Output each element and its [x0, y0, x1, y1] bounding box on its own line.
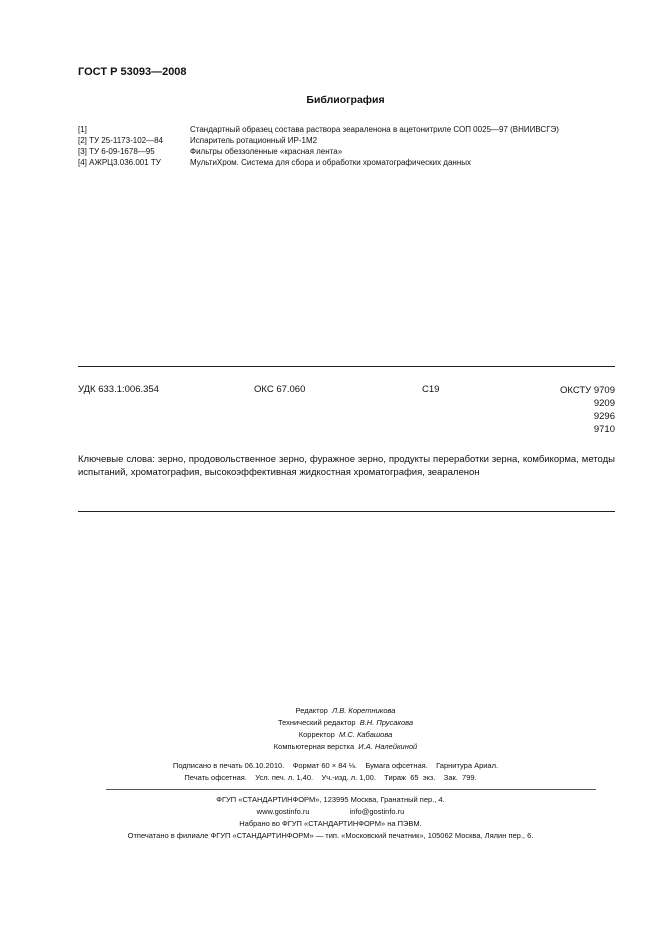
credit-line — [0, 717, 661, 729]
document-code: ГОСТ Р 53093—2008 — [78, 66, 187, 78]
publication-line: Подписано в печать 06.10.2010. Формат 60 × 84 ⅛. Бумага офсетная. Гарнитура Ариал. — [172, 761, 499, 770]
okstu-code: 9296 — [593, 411, 615, 422]
okstu-code: 9209 — [593, 398, 615, 409]
bibliography-text: МультиХром. Система для сбора и обработки хроматографических данных — [190, 158, 471, 167]
publication-line: Печать офсетная. Усл. печ. л. 1,40. Уч.-изд. л. 1,00. Тираж 65 экз. Зак. 799. — [184, 773, 477, 782]
okstu-label: ОКСТУ 9709 — [560, 385, 615, 396]
keywords: Ключевые слова: зерно, продовольственное зерно, фуражное зерно, продукты переработки зерна, комбикорма, методы испытаний, хроматография, высокоэффективная жидкостная хроматография, зеараленон — [78, 454, 615, 478]
bibliography-ref: [2] ТУ 25-1173-102—84 — [78, 136, 163, 145]
credit-name: И.А. Налейкиной — [358, 742, 418, 751]
okstu-code: 9710 — [593, 424, 615, 435]
publisher-address: ФГУП «СТАНДАРТИНФОРМ», 123995 Москва, Гранатный пер., 4. — [216, 795, 445, 804]
imprint-block — [0, 794, 661, 842]
website-link[interactable]: www.gostinfo.ru — [256, 807, 310, 816]
typeset-note: Набрано во ФГУП «СТАНДАРТИНФОРМ» на ПЭВМ. — [239, 819, 422, 828]
bibliography-text: Фильтры обеззоленные «красная лента» — [190, 147, 343, 156]
bibliography-entry — [78, 124, 618, 135]
credit-line — [0, 741, 661, 753]
credit-name: М.С. Кабашова — [339, 730, 393, 739]
credit-name: Л.В. Коретникова — [332, 706, 396, 715]
okstu-codes — [560, 384, 615, 436]
bibliography-text: Стандартный образец состава раствора зеараленона в ацетонитриле СОП 0025—97 (ВНИИВСГЭ) — [190, 125, 559, 134]
bibliography-ref: [3] ТУ 6-09-1678—95 — [78, 147, 155, 156]
bibliography-title: Библиография — [306, 94, 385, 106]
udk-code: УДК 633.1:006.354 — [78, 384, 159, 395]
bibliography-entry — [78, 146, 618, 157]
publication-details — [0, 760, 661, 784]
credit-role: Редактор — [295, 706, 328, 715]
bibliography-ref: [1] — [78, 125, 87, 134]
bibliography-list — [78, 124, 618, 168]
bibliography-ref: [4] АЖРЦ3.036.001 ТУ — [78, 158, 161, 167]
email-link[interactable]: info@gostinfo.ru — [349, 807, 405, 816]
divider-bottom — [78, 511, 615, 512]
bibliography-entry — [78, 157, 618, 168]
oks-code: ОКС 67.060 — [254, 384, 306, 395]
credit-role: Компьютерная верстка — [273, 742, 355, 751]
credit-line — [0, 705, 661, 717]
divider-imprint — [106, 789, 596, 790]
printed-note: Отпечатано в филиале ФГУП «СТАНДАРТИНФОРМ» — тип. «Московский печатник», 105062 Москва, Лялин пер., 6. — [127, 831, 534, 840]
credit-role: Технический редактор — [277, 718, 356, 727]
bibliography-text: Испаритель ротационный ИР-1М2 — [190, 136, 318, 145]
credit-role: Корректор — [298, 730, 335, 739]
bibliography-entry — [78, 135, 618, 146]
credit-line — [0, 729, 661, 741]
credits-block — [0, 705, 661, 753]
credit-name: В.Н. Прусакова — [359, 718, 414, 727]
group-code: С19 — [422, 384, 440, 395]
divider-top — [78, 366, 615, 367]
contacts-line — [0, 806, 661, 818]
